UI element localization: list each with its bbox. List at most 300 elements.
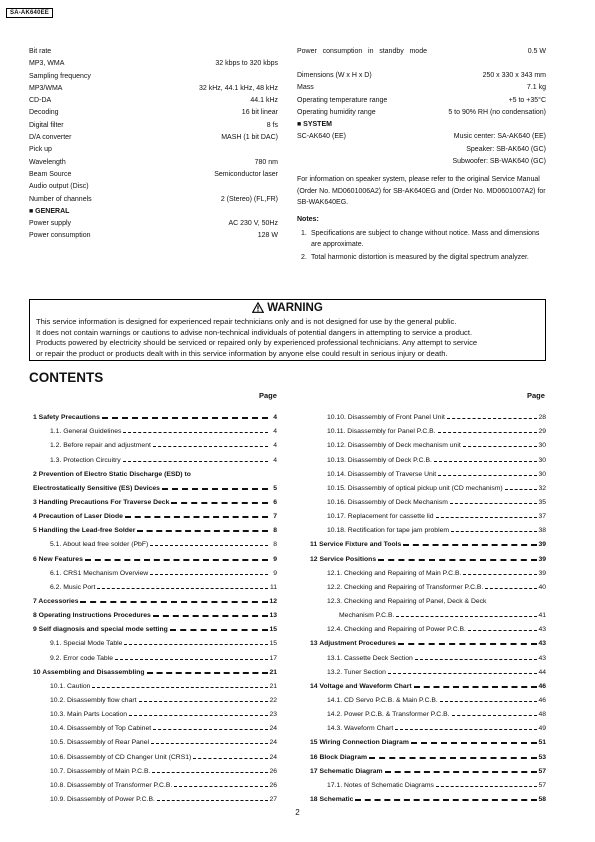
toc-entry[interactable] — [310, 746, 546, 760]
spec-label: Decoding — [29, 109, 59, 117]
spec-heading: ■ GENERAL — [29, 207, 70, 215]
warning-title — [30, 302, 545, 314]
toc-entry-title: 13 Adjustment Procedures — [310, 640, 396, 648]
toc-entry[interactable] — [33, 605, 277, 619]
toc-entry-page: 9 — [273, 569, 277, 577]
system-line-0: Music center: SA-AK640 (EE) — [453, 133, 546, 141]
toc-leader — [414, 686, 537, 688]
toc-leader — [129, 715, 268, 716]
toc-entry-page: 23 — [269, 711, 277, 719]
toc-leader — [485, 588, 537, 589]
toc-entry-title: 6 New Features — [33, 555, 83, 563]
toc-leader — [170, 629, 268, 631]
toc-entry[interactable] — [310, 633, 546, 647]
spec-value: MASH (1 bit DAC) — [221, 134, 278, 142]
toc-entry[interactable] — [310, 478, 546, 492]
toc-entry[interactable] — [310, 775, 546, 789]
toc-entry-page: 4 — [273, 428, 277, 436]
toc-entry-title: 8 Operating Instructions Procedures — [33, 612, 151, 620]
toc-entry[interactable] — [33, 464, 277, 478]
toc-entry[interactable] — [33, 662, 277, 676]
toc-leader — [137, 530, 268, 532]
spec-row — [297, 95, 546, 107]
toc-leader — [171, 502, 268, 504]
note-number: 1. — [301, 230, 307, 238]
toc-entry-page: 15 — [269, 626, 277, 634]
toc-entry-title: 5 Handling the Lead-free Solder — [33, 527, 136, 535]
system-line-2: Subwoofer: SB-WAK640 (GC) — [452, 158, 546, 166]
toc-entry-page: 39 — [538, 569, 546, 577]
toc-entry-title: 10.18. Rectification for tape jam problem — [327, 527, 450, 535]
toc-entry-page: 6 — [273, 498, 277, 506]
toc-entry-page: 40 — [538, 583, 546, 591]
spec-value: AC 230 V, 50Hz — [228, 220, 278, 228]
spec-row — [297, 70, 546, 82]
toc-entry-page: 21 — [269, 682, 277, 690]
toc-leader — [388, 673, 537, 674]
toc-entry[interactable] — [33, 704, 277, 718]
note-item — [301, 228, 546, 250]
spec-label: Beam Source — [29, 170, 72, 178]
toc-entry-title: 9.1. Special Mode Table — [50, 640, 123, 648]
note-text: Specifications are subject to change without notice. Mass and dimensions are approximate. — [311, 230, 540, 249]
spec-label: MP3/WMA — [29, 84, 63, 92]
toc-entry[interactable] — [33, 506, 277, 520]
toc-entry-title: Mechanism P.C.B. — [339, 612, 395, 620]
toc-leader — [355, 799, 537, 801]
toc-entry-title: 10.4. Disassembly of Top Cabinet — [50, 725, 152, 733]
toc-entry-page: 24 — [269, 753, 277, 761]
spec-row — [29, 157, 278, 169]
warning-triangle-icon — [252, 302, 264, 313]
toc-entry[interactable] — [33, 746, 277, 760]
toc-entry-page: 51 — [538, 739, 546, 747]
toc-entry-page: 4 — [273, 456, 277, 464]
spec-row — [29, 95, 278, 107]
toc-entry-page: 7 — [273, 513, 277, 521]
warning-line: This service information is designed for experienced repair technicians only and is not designed for use by the general public. — [36, 317, 457, 326]
spec-label: Power supply — [29, 220, 72, 228]
toc-entry-page: 53 — [538, 753, 546, 761]
toc-entry-title: 10.17. Replacement for cassette lid — [327, 513, 434, 521]
toc-entry-title: 10.10. Disassembly of Front Panel Unit — [327, 414, 445, 422]
toc-entry-page: 48 — [538, 711, 546, 719]
toc-entry[interactable] — [33, 520, 277, 534]
notes-list — [297, 228, 546, 263]
toc-entry-page: 58 — [538, 795, 546, 803]
spec-value: 44.1 kHz — [250, 97, 278, 105]
toc-entry[interactable] — [310, 704, 546, 718]
toc-entry-page: 5 — [273, 484, 277, 492]
toc-entry[interactable] — [33, 449, 277, 463]
warning-line: Products powered by electricity should be serviced or repaired only by experienced professional technicians. Any attempt to service — [36, 338, 478, 348]
toc-entry-page: 28 — [538, 414, 546, 422]
toc-leader — [97, 588, 268, 589]
toc-entry[interactable] — [33, 775, 277, 789]
toc-entry-title: Electrostatically Sensitive (ES) Devices — [33, 484, 160, 492]
toc-leader — [436, 786, 537, 787]
toc-leader — [385, 771, 537, 773]
spec-row — [29, 194, 278, 206]
toc-entry[interactable] — [33, 534, 277, 548]
toc-entry-page: 27 — [269, 795, 277, 803]
toc-leader — [438, 432, 537, 433]
spec-value: 2 (Stereo) (FL,FR) — [220, 195, 278, 203]
toc-entry[interactable] — [33, 718, 277, 732]
toc-entry-title: 9.2. Error code Table — [50, 654, 113, 662]
toc-entry-page: 35 — [538, 498, 546, 506]
spec-value: 250 x 330 x 343 mm — [482, 72, 546, 79]
toc-entry-page: 44 — [538, 668, 546, 676]
toc-entry[interactable] — [310, 761, 546, 775]
toc-entry-title: 7 Accessories — [33, 597, 79, 605]
toc-entry-title: 10.1. Caution — [50, 682, 91, 690]
toc-entry-title: 18 Schematic — [310, 795, 354, 803]
toc-leader — [463, 446, 537, 447]
toc-leader — [451, 531, 537, 532]
toc-leader — [395, 729, 537, 730]
toc-entry-page: 39 — [538, 555, 546, 563]
toc-entry[interactable] — [310, 421, 546, 435]
toc-entry-title: 10.9. Disassembly of Power P.C.B. — [50, 795, 155, 803]
spec-row — [297, 46, 546, 70]
toc-leader — [447, 418, 537, 419]
toc-leader — [193, 758, 268, 759]
toc-entry[interactable] — [310, 520, 546, 534]
toc-left-column — [33, 407, 277, 803]
toc-entry[interactable] — [310, 676, 546, 690]
spec-label: Bit rate — [29, 48, 52, 55]
spec-label: CD-DA — [29, 97, 52, 105]
toc-entry-page: 9 — [273, 555, 277, 563]
system-model: SC-AK640 (EE) — [297, 133, 347, 141]
spec-row — [29, 71, 278, 83]
spec-value: +5 to +35°C — [508, 96, 546, 104]
toc-leader — [452, 715, 537, 716]
toc-entry-title: 15 Wiring Connection Diagram — [310, 739, 409, 747]
toc-leader — [124, 644, 268, 645]
toc-entry[interactable] — [33, 563, 277, 577]
toc-leader — [151, 743, 268, 744]
toc-entry-page: 12 — [269, 597, 277, 605]
toc-entry-title: 14.2. Power P.C.B. & Transformer P.C.B. — [327, 711, 450, 719]
toc-entry[interactable] — [33, 435, 277, 449]
toc-entry-page: 57 — [538, 781, 546, 789]
spec-value: 0.5 W — [527, 48, 546, 55]
toc-leader — [150, 574, 268, 575]
toc-entry[interactable] — [310, 591, 546, 605]
spec-label: Wavelength — [29, 158, 66, 166]
toc-entry-page: 24 — [269, 739, 277, 747]
toc-entry[interactable] — [33, 789, 277, 803]
toc-entry-page: 43 — [538, 640, 546, 648]
toc-entry[interactable] — [33, 761, 277, 775]
spec-value: 7.1 kg — [526, 84, 546, 92]
toc-entry[interactable] — [33, 591, 277, 605]
spec-row — [29, 46, 278, 58]
toc-entry[interactable] — [33, 421, 277, 435]
toc-entry[interactable] — [310, 662, 546, 676]
specs-right — [297, 46, 546, 263]
contents-title: CONTENTS — [29, 370, 104, 385]
toc-entry-page: 46 — [538, 682, 546, 690]
toc-entry-title: 10.3. Main Parts Location — [50, 711, 128, 719]
toc-leader — [398, 643, 537, 645]
toc-leader — [157, 800, 268, 801]
toc-entry-title: 12.2. Checking and Repairing of Transformer P.C.B. — [327, 583, 484, 591]
toc-entry-title: 2 Prevention of Electro Static Discharge (ESD) to — [33, 470, 191, 478]
toc-entry-title: 16 Block Diagram — [310, 753, 368, 761]
toc-leader — [463, 574, 537, 575]
spec-label: Power consumption — [29, 232, 91, 240]
spec-label: Mass — [297, 84, 314, 92]
spec-label: Audio output (Disc) — [29, 183, 89, 191]
toc-entry-page: 26 — [269, 781, 277, 789]
toc-entry-title: 6.2. Music Port — [50, 583, 96, 591]
toc-entry[interactable] — [310, 619, 546, 633]
spec-value: 5 to 90% RH (no condensation) — [448, 108, 546, 116]
toc-entry[interactable] — [310, 718, 546, 732]
toc-entry-title: 10.2. Disassembly flow chart — [50, 696, 137, 704]
toc-entry[interactable] — [310, 464, 546, 478]
toc-entry-page: 24 — [269, 725, 277, 733]
toc-entry[interactable] — [310, 407, 546, 421]
toc-entry-title: 10.16. Disassembly of Deck Mechanism — [327, 498, 448, 506]
toc-entry-title: 9 Self diagnosis and special mode setting — [33, 626, 168, 634]
toc-leader — [153, 615, 268, 617]
spec-label: Pick up — [29, 146, 52, 154]
toc-entry-title: 10.14. Disassembly of Traverse Unit — [327, 470, 437, 478]
toc-entry-page: 26 — [269, 767, 277, 775]
toc-leader — [80, 601, 268, 603]
spec-row — [29, 169, 278, 181]
spec-label: Sampling frequency — [29, 72, 91, 80]
toc-entry-title: 10.5. Disassembly of Rear Panel — [50, 739, 149, 747]
spec-value: 780 nm — [254, 158, 278, 166]
page-header-left: Page — [259, 391, 277, 400]
toc-entry[interactable] — [33, 690, 277, 704]
toc-leader — [153, 729, 268, 730]
toc-leader — [468, 630, 537, 631]
toc-entry[interactable] — [310, 732, 546, 746]
toc-entry-page: 49 — [538, 725, 546, 733]
toc-leader — [150, 545, 268, 546]
toc-entry-page: 37 — [538, 513, 546, 521]
toc-leader — [85, 559, 268, 561]
toc-entry-title: 11 Service Fixture and Tools — [310, 541, 402, 549]
warning-box — [29, 299, 546, 361]
toc-entry-title: 17 Schematic Diagram — [310, 767, 383, 775]
toc-leader — [153, 446, 268, 447]
toc-leader — [450, 503, 537, 504]
toc-entry[interactable] — [310, 647, 546, 661]
toc-entry[interactable] — [310, 534, 546, 548]
toc-leader — [174, 786, 268, 787]
toc-entry-page: 57 — [538, 767, 546, 775]
note-item — [301, 252, 546, 263]
toc-entry[interactable] — [310, 492, 546, 506]
toc-entry-page: 15 — [269, 640, 277, 648]
toc-entry-title: 10.12. Disassembly of Deck mechanism unit — [327, 442, 461, 450]
warning-line: It does not contain warnings or cautions to advise non-technical individuals of potential dangers in attempting to service a product. — [36, 327, 473, 337]
toc-entry-title: 10.15. Disassembly of optical pickup unit (CD mechanism) — [327, 484, 503, 492]
toc-entry-page: 39 — [538, 541, 546, 549]
toc-leader — [440, 701, 537, 702]
toc-entry-page: 8 — [273, 527, 277, 535]
spec-value: 8 fs — [266, 121, 278, 129]
toc-leader — [434, 461, 537, 462]
toc-entry-title: 12.3. Checking and Repairing of Panel, Deck & Deck — [327, 597, 487, 605]
toc-entry-page: 13 — [269, 612, 277, 620]
toc-entry-page: 11 — [269, 583, 277, 591]
toc-entry-title: 5.1. About lead free solder (PbF) — [50, 541, 149, 549]
toc-entry-title: 1 Safety Precautions — [33, 414, 100, 422]
toc-entry[interactable] — [310, 789, 546, 803]
toc-leader — [102, 417, 268, 419]
system-heading: ■ SYSTEM — [297, 121, 332, 129]
page-header-right: Page — [527, 391, 545, 400]
toc-entry-page: 30 — [538, 456, 546, 464]
toc-leader — [415, 659, 537, 660]
note-number: 2. — [301, 254, 307, 262]
toc-leader — [139, 701, 268, 702]
toc-leader — [125, 516, 268, 518]
toc-entry[interactable] — [33, 478, 277, 492]
toc-entry-title: 10.8. Disassembly of Transformer P.C.B. — [50, 781, 173, 789]
toc-entry-title: 4 Precaution of Laser Diode — [33, 513, 123, 521]
toc-entry[interactable] — [33, 619, 277, 633]
speaker-info: For information on speaker system, please refer to the original Service Manual (Order No. MD0601006A2) for SB-AK640EG and (Order No. MD0601007A2) for SB-WAK640EG. — [297, 176, 546, 207]
spec-label: Power consumption in standby mode — [297, 48, 427, 55]
toc-entry-page: 46 — [538, 696, 546, 704]
toc-entry[interactable] — [33, 732, 277, 746]
toc-leader — [123, 432, 268, 433]
toc-leader — [438, 475, 537, 476]
spec-row — [29, 218, 278, 230]
system-line-1: Speaker: SB-AK640 (GC) — [466, 145, 546, 153]
toc-entry[interactable] — [33, 577, 277, 591]
note-text: Total harmonic distortion is measured by the digital spectrum analyzer. — [311, 254, 529, 262]
toc-entry[interactable] — [33, 407, 277, 421]
toc-leader — [162, 488, 268, 490]
toc-entry[interactable] — [310, 435, 546, 449]
toc-entry-title: 6.1. CRS1 Mechanism Overview — [50, 569, 149, 577]
toc-entry-title: 13.2. Tuner Section — [327, 668, 386, 676]
toc-entry-title: 14.3. Waveform Chart — [327, 725, 394, 733]
toc-entry-page: 30 — [538, 442, 546, 450]
toc-leader — [436, 517, 537, 518]
toc-right-column — [310, 407, 546, 803]
spec-row — [29, 107, 278, 119]
toc-entry-page: 43 — [538, 654, 546, 662]
spec-row — [297, 107, 546, 119]
spec-value: 16 bit linear — [241, 109, 278, 117]
page-number: 2 — [295, 808, 300, 817]
toc-entry-page: 22 — [269, 696, 277, 704]
toc-entry-title: 1.1. General Guidelines — [50, 428, 122, 436]
system-row — [297, 131, 546, 143]
spec-row — [29, 58, 278, 70]
spec-label: Number of channels — [29, 195, 92, 203]
toc-entry-page: 38 — [538, 527, 546, 535]
toc-entry-title: 12.4. Checking and Repairing of Power P.C.B. — [327, 626, 466, 634]
toc-entry[interactable] — [310, 506, 546, 520]
spec-row — [297, 82, 546, 94]
toc-entry[interactable] — [310, 563, 546, 577]
toc-entry-page: 4 — [273, 414, 277, 422]
toc-entry[interactable] — [310, 449, 546, 463]
toc-entry-page: 30 — [538, 470, 546, 478]
toc-entry[interactable] — [33, 633, 277, 647]
toc-entry[interactable] — [310, 577, 546, 591]
spec-value: Semiconductor laser — [214, 170, 278, 178]
toc-entry[interactable] — [33, 676, 277, 690]
toc-entry-title: 10 Assembling and Disassembling — [33, 668, 145, 676]
spec-row — [29, 132, 278, 144]
spec-label: Operating humidity range — [297, 108, 376, 116]
toc-entry-title: 10.7. Disassembly of Main P.C.B. — [50, 767, 151, 775]
spec-label: D/A converter — [29, 134, 72, 142]
notes-title: Notes: — [297, 215, 319, 223]
warning-title-text: WARNING — [267, 302, 323, 314]
toc-entry[interactable] — [33, 492, 277, 506]
toc-leader — [505, 489, 537, 490]
toc-entry-page: 43 — [538, 626, 546, 634]
toc-leader — [92, 687, 268, 688]
toc-leader — [396, 616, 537, 617]
toc-entry-page: 41 — [538, 612, 546, 620]
spec-value: 128 W — [257, 232, 278, 240]
toc-leader — [152, 772, 268, 773]
toc-entry[interactable] — [310, 548, 546, 562]
toc-entry-page: 29 — [538, 428, 546, 436]
toc-entry-title: 1.2. Before repair and adjustment — [50, 442, 151, 450]
spec-label: MP3, WMA — [29, 60, 65, 68]
spec-value: 32 kHz, 44.1 kHz, 48 kHz — [199, 84, 278, 92]
toc-entry-page: 8 — [273, 541, 277, 549]
spec-row — [29, 144, 278, 156]
toc-entry[interactable] — [33, 647, 277, 661]
spec-row — [29, 230, 278, 242]
toc-entry-title: 14 Voltage and Waveform Chart — [310, 682, 412, 690]
toc-entry[interactable] — [310, 605, 546, 619]
toc-entry-title: 3 Handling Precautions For Traverse Deck — [33, 498, 170, 506]
warning-line: or repair the product or products dealt with in this service information by anyone else could result in serious injury or death. — [36, 348, 448, 358]
spec-label: Digital filter — [29, 121, 64, 129]
toc-entry-title: 12 Service Positions — [310, 555, 377, 563]
toc-entry-title: 17.1. Notes of Schematic Diagrams — [327, 781, 434, 789]
warning-text — [36, 317, 541, 359]
toc-entry-title: 10.13. Disassembly of Deck P.C.B. — [327, 456, 432, 464]
toc-entry[interactable] — [33, 548, 277, 562]
toc-leader — [403, 544, 537, 546]
spec-row — [29, 120, 278, 132]
toc-leader — [115, 659, 268, 660]
spec-value: 32 kbps to 320 kbps — [215, 60, 278, 68]
toc-entry-title: 1.3. Protection Circuitry — [50, 456, 121, 464]
toc-leader — [147, 672, 268, 674]
toc-leader — [123, 461, 268, 462]
toc-entry[interactable] — [310, 690, 546, 704]
toc-entry-title: 13.1. Cassette Deck Section — [327, 654, 413, 662]
spec-label: Operating temperature range — [297, 96, 388, 104]
toc-entry-page: 4 — [273, 442, 277, 450]
toc-leader — [411, 742, 537, 744]
toc-entry-title: 10.11. Disassembly for Panel P.C.B. — [327, 428, 436, 436]
spec-row — [29, 83, 278, 95]
toc-entry-page: 32 — [538, 484, 546, 492]
toc-entry-page: 21 — [269, 668, 277, 676]
